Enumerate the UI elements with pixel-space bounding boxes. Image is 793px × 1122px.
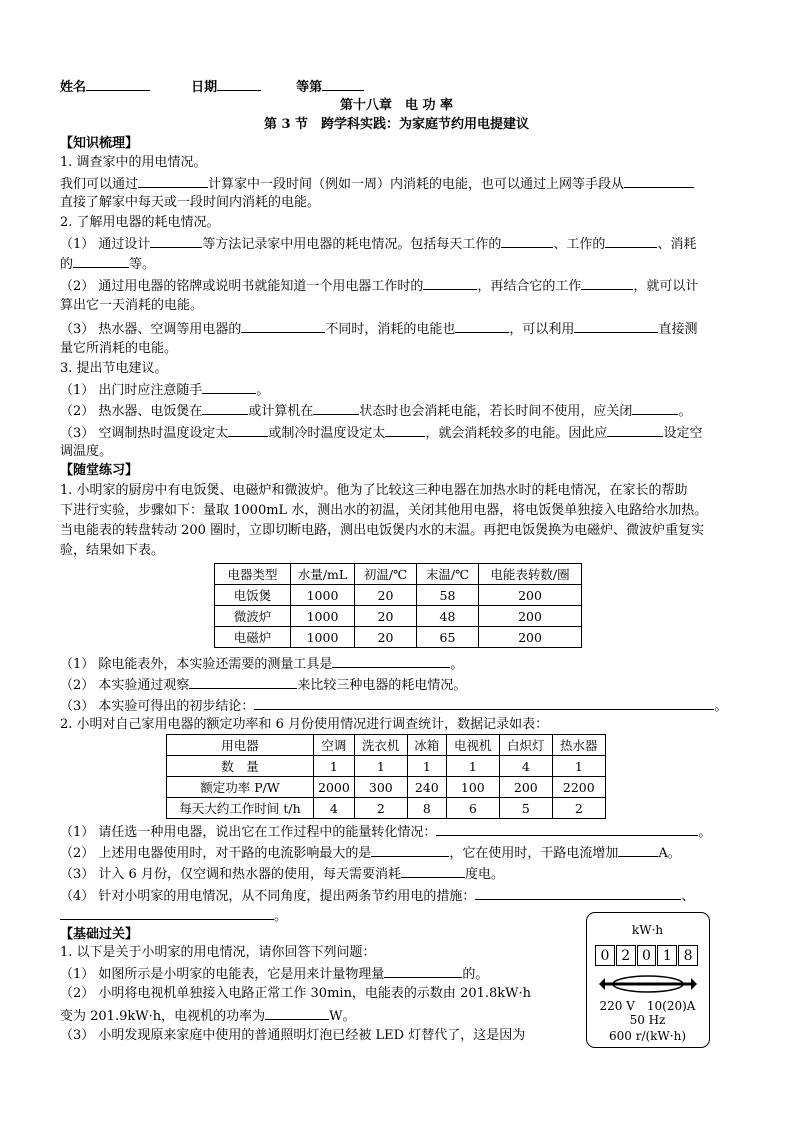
meter-constant: 600 r/(kW·h): [608, 1029, 686, 1043]
answer-blank[interactable]: [455, 319, 509, 333]
cell: 20: [355, 606, 417, 627]
answer-blank[interactable]: [241, 319, 325, 333]
text: （2） 通过用电器的铭牌或说明书就能知道一个用电器工作时的: [60, 279, 424, 294]
table-row: [167, 798, 606, 819]
chapter-title: 第十八章 电 功 率: [339, 98, 454, 113]
text: W。: [329, 1009, 356, 1024]
cell: 8: [407, 798, 446, 819]
cell: 4: [314, 798, 355, 819]
text: 直接测: [658, 322, 698, 337]
header-cell: 用电器: [167, 735, 314, 756]
household-appliance-table: [166, 734, 606, 819]
text: 度电。: [464, 867, 504, 882]
knowledge-item-1: 1. 调查家中的用电情况。: [60, 155, 207, 170]
basic-sub-2: （2） 小明将电视机单独接入电路正常工作 30min，电能表的示数由 201.8kW·h: [60, 986, 532, 1001]
answer-blank[interactable]: [384, 964, 462, 978]
answer-blank[interactable]: [332, 654, 450, 668]
text: （3） 计入 6 月份，仅空调和热水器的使用，每天需要消耗: [60, 867, 401, 882]
meter-digit: 2: [616, 945, 636, 966]
answer-blank[interactable]: [632, 401, 678, 415]
table-row: [215, 606, 582, 627]
basic-sub-2-cont: [60, 1006, 355, 1025]
cell: 200: [479, 585, 582, 606]
answer-blank[interactable]: [423, 276, 477, 290]
header-cell: 初温/℃: [355, 564, 417, 585]
cell: 58: [417, 585, 479, 606]
text: 、消耗: [657, 237, 697, 252]
text: （3） 本实验可得出的初步结论：: [60, 699, 255, 714]
answer-blank[interactable]: [371, 843, 449, 857]
answer-blank[interactable]: [313, 401, 359, 415]
student-info-row: [60, 77, 364, 96]
meter-digit: 0: [637, 945, 657, 966]
table-header-row: [215, 564, 582, 585]
knowledge-item-3: 3. 提出节电建议。: [60, 361, 168, 376]
answer-blank[interactable]: [436, 822, 698, 836]
name-label: 姓名: [60, 80, 87, 95]
cell: 2000: [314, 777, 355, 798]
answer-blank[interactable]: [501, 234, 553, 248]
q2-sub-4: [60, 886, 694, 905]
header-cell: 电视机: [446, 735, 499, 756]
knowledge-item-2: 2. 了解用电器的耗电情况。: [60, 215, 220, 230]
text: A。: [658, 846, 681, 861]
cell: 电磁炉: [215, 627, 291, 648]
text: 或制冷时温度设定太: [268, 426, 386, 441]
text: （1） 除电能表外，本实验还需要的测量工具是: [60, 657, 333, 672]
header-cell: 电器类型: [215, 564, 291, 585]
text: 变为 201.9kW·h，电视机的功率为: [60, 1009, 266, 1024]
cell: 1000: [291, 627, 355, 648]
text: ，再结合它的工作: [477, 279, 582, 294]
text: 等。: [129, 257, 156, 272]
basic-q1: 1. 以下是关于小明家的用电情况，请你回答下列问题：: [60, 945, 376, 960]
grade-label: 等第: [296, 80, 323, 95]
knowledge-line-10: 量它所消耗的电能。: [60, 341, 178, 356]
cell: 4: [499, 756, 552, 777]
meter-digits: [595, 945, 699, 966]
table-row: [167, 756, 606, 777]
text: （4） 针对小明家的用电情况，从不同角度，提出两条节约用电的措施：: [60, 889, 476, 904]
text: （3） 热水器、空调等用电器的: [60, 322, 242, 337]
header-cell: 冰箱: [407, 735, 446, 756]
grade-blank[interactable]: [322, 77, 364, 91]
meter-disc-arrow-icon: [599, 973, 697, 995]
answer-blank[interactable]: [581, 276, 633, 290]
cell: 200: [479, 606, 582, 627]
answer-blank[interactable]: [189, 675, 297, 689]
cell: 300: [354, 777, 407, 798]
cell: 1: [552, 756, 605, 777]
q1-text-2: 下进行实验，步骤如下：量取 1000mL 水，测出水的初温，关闭其他用电器，将电饭煲单独接入电路给水加热。: [60, 503, 708, 518]
text: 。: [256, 383, 270, 398]
answer-blank[interactable]: [73, 254, 129, 268]
q1-sub-3: [60, 696, 727, 715]
meter-digit: 1: [657, 945, 677, 966]
text: 的: [60, 257, 74, 272]
basic-sub-1: [60, 964, 488, 983]
appliance-experiment-table: [214, 563, 582, 648]
cell: 1000: [291, 606, 355, 627]
answer-blank[interactable]: [150, 234, 202, 248]
q2-sub-4-cont: [60, 906, 287, 925]
header-cell: 电能表转数/圈: [479, 564, 582, 585]
name-blank[interactable]: [86, 77, 150, 91]
knowledge-line-6: [60, 254, 155, 273]
header-cell: 空调: [314, 735, 355, 756]
answer-blank[interactable]: [254, 696, 714, 710]
answer-blank[interactable]: [60, 906, 274, 920]
text: ，就会消耗较多的电能。因此应: [425, 426, 608, 441]
header-cell: 洗衣机: [354, 735, 407, 756]
header-cell: 水量/mL: [291, 564, 355, 585]
knowledge-line-12: [60, 380, 269, 399]
cell: 5: [499, 798, 552, 819]
answer-blank[interactable]: [228, 423, 268, 437]
text: ，它在使用时，干路电流增加: [449, 846, 619, 861]
q2-sub-2: [60, 843, 681, 862]
text: 不同时，消耗的电能也: [325, 322, 456, 337]
cell: 1000: [291, 585, 355, 606]
text: （2） 本实验通过观察: [60, 678, 190, 693]
cell: 48: [417, 606, 479, 627]
answer-blank[interactable]: [385, 423, 425, 437]
q1-sub-2: [60, 675, 466, 694]
cell: 数 量: [167, 756, 314, 777]
answer-blank[interactable]: [401, 864, 465, 878]
electricity-meter-figure: [586, 912, 710, 1048]
knowledge-line-13: [60, 401, 691, 420]
q1-text-3: 当电能表的转盘转动 200 圈时，立即切断电路，测出电饭煲内水的末温。再把电饭煲换为电磁炉、微波炉重复实: [60, 523, 705, 538]
answer-blank[interactable]: [624, 174, 694, 188]
answer-blank[interactable]: [574, 319, 658, 333]
cell: 每天大约工作时间 t/h: [167, 798, 314, 819]
text: 来比较三种电器的耗电情况。: [297, 678, 467, 693]
cell: 2: [552, 798, 605, 819]
table-row: [167, 777, 606, 798]
knowledge-line-15: 调温度。: [60, 444, 113, 459]
meter-digit: 0: [595, 945, 615, 966]
text: （1） 请任选一种用电器，说出它在工作过程中的能量转化情况：: [60, 825, 437, 840]
cell: 1: [354, 756, 407, 777]
cell: 2: [354, 798, 407, 819]
knowledge-line-9: [60, 319, 697, 338]
cell: 1: [407, 756, 446, 777]
text: （1） 出门时应注意随手: [60, 383, 203, 398]
cell: 额定功率 P/W: [167, 777, 314, 798]
table-row: [215, 627, 582, 648]
cell: 200: [479, 627, 582, 648]
answer-blank[interactable]: [475, 886, 681, 900]
text: 计算家中一段时间（例如一周）内消耗的电能，也可以通过上网等手段从: [208, 177, 625, 192]
cell: 微波炉: [215, 606, 291, 627]
text: 设定空: [663, 426, 703, 441]
text: 。: [274, 909, 288, 924]
knowledge-line-8: 算出它一天消耗的电能。: [60, 298, 204, 313]
cell: 1: [446, 756, 499, 777]
meter-digit-decimal: 8: [678, 945, 698, 966]
cell: 20: [355, 627, 417, 648]
table-row: [215, 585, 582, 606]
cell: 1: [314, 756, 355, 777]
header-cell: 热水器: [552, 735, 605, 756]
q1-text-4: 验，结果如下表。: [60, 543, 165, 558]
answer-blank[interactable]: [265, 1006, 329, 1020]
text: ，就可以计: [633, 279, 699, 294]
text: 。: [450, 657, 464, 672]
knowledge-heading: 【知识梳理】: [60, 136, 139, 151]
q2-sub-1: [60, 822, 711, 841]
text: 或计算机在: [248, 404, 314, 419]
basic-sub-3: （3） 小明发现原来家庭中使用的普通照明灯泡已经被 LED 灯替代了，这是因为: [60, 1028, 526, 1043]
cell: 100: [446, 777, 499, 798]
knowledge-line-14: [60, 423, 702, 442]
text: （2） 热水器、电饭煲在: [60, 404, 203, 419]
text: 。: [698, 825, 712, 840]
basic-heading: 【基础过关】: [60, 927, 139, 942]
cell: 200: [499, 777, 552, 798]
text: （1） 如图所示是小明家的电能表，它是用来计量物理量: [60, 967, 385, 982]
answer-blank[interactable]: [607, 423, 663, 437]
answer-blank[interactable]: [202, 401, 248, 415]
text: 的。: [462, 967, 489, 982]
text: 。: [678, 404, 692, 419]
q1-sub-1: [60, 654, 463, 673]
knowledge-line-3: 直接了解家中每天或一段时间内消耗的电能。: [60, 195, 321, 210]
text: 我们可以通过: [60, 177, 139, 192]
text: 、: [681, 889, 695, 904]
cell: 6: [446, 798, 499, 819]
text: 。: [714, 699, 728, 714]
section-title: 第 3 节 跨学科实践：为家庭节约用电提建议: [263, 117, 530, 132]
meter-frequency: 50 Hz: [629, 1013, 666, 1027]
date-label: 日期: [191, 80, 218, 95]
cell: 240: [407, 777, 446, 798]
practice-heading: 【随堂练习】: [60, 463, 139, 478]
text: 、工作的: [553, 237, 606, 252]
answer-blank[interactable]: [605, 234, 657, 248]
answer-blank[interactable]: [138, 174, 208, 188]
q2-sub-3: [60, 864, 504, 883]
cell: 65: [417, 627, 479, 648]
text: 等方法记录家中用电器的耗电情况。包括每天工作的: [202, 237, 502, 252]
date-blank[interactable]: [217, 77, 261, 91]
meter-rating: 220 V 10(20)A: [599, 999, 696, 1013]
text: （1） 通过设计: [60, 237, 151, 252]
cell: 电饭煲: [215, 585, 291, 606]
cell: 20: [355, 585, 417, 606]
text: 状态时也会消耗电能，若长时间不使用，应关闭: [359, 404, 633, 419]
text: ，可以利用: [509, 322, 575, 337]
table-header-row: [167, 735, 606, 756]
knowledge-line-5: [60, 234, 696, 253]
header-cell: 末温/℃: [417, 564, 479, 585]
knowledge-line-2: [60, 174, 694, 193]
cell: 2200: [552, 777, 605, 798]
knowledge-line-7: [60, 276, 698, 295]
q1-text-1: 1. 小明家的厨房中有电饭煲、电磁炉和微波炉。他为了比较这三种电器在加热水时的耗电情况，在家长的帮助: [60, 483, 688, 498]
q2-text: 2. 小明对自己家用电器的额定功率和 6 月份使用情况进行调查统计，数据记录如表：: [60, 717, 549, 732]
answer-blank[interactable]: [618, 843, 658, 857]
meter-unit: kW·h: [631, 923, 664, 937]
header-cell: 白炽灯: [499, 735, 552, 756]
text: （2） 上述用电器使用时，对干路的电流影响最大的是: [60, 846, 372, 861]
text: （3） 空调制热时温度设定太: [60, 426, 229, 441]
answer-blank[interactable]: [202, 380, 256, 394]
